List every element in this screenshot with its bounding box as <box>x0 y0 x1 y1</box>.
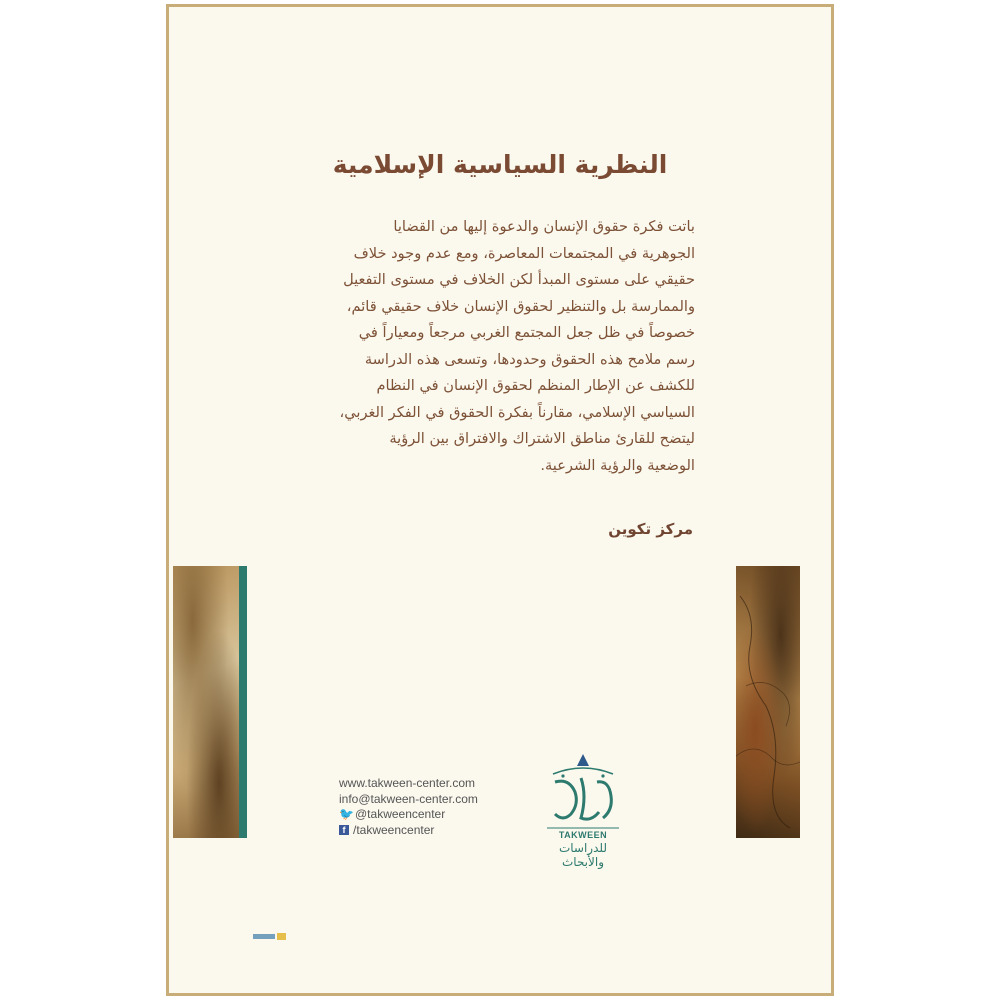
publisher-signature: مركز تكوين <box>608 520 693 538</box>
description-line: الجوهرية في المجتمعات المعاصرة، ومع عدم وجود خلاف <box>353 244 695 262</box>
email-text: info@takween-center.com <box>339 791 478 806</box>
map-image-left <box>173 566 239 838</box>
description-line: باتت فكرة حقوق الإنسان والدعوة إليها من القضايا <box>393 218 695 235</box>
takween-logo-icon <box>541 752 625 832</box>
description-line: حقيقي على مستوى المبدأ لكن الخلاف في مستوى التفعيل <box>343 271 695 288</box>
map-lines-icon <box>736 566 800 838</box>
description-line: رسم ملامح هذه الحقوق وحدودها، وتسعى هذه الدراسة <box>364 350 695 368</box>
takween-logo <box>541 752 625 870</box>
description-line: الوضعية والرؤية الشرعية. <box>540 456 695 474</box>
description-line: ليتضح للقارئ مناطق الاشتراك والافتراق بين الرؤية <box>389 430 695 447</box>
description-line: السياسي الإسلامي، مقارناً بفكرة الحقوق في الفكر الغربي، <box>339 403 695 421</box>
small-label-icon <box>253 932 287 941</box>
email-link[interactable] <box>339 792 478 808</box>
twitter-icon: 🐦 <box>339 807 354 821</box>
twitter-handle: @takweencenter <box>355 807 446 821</box>
website-link[interactable] <box>339 776 478 792</box>
twitter-link[interactable] <box>339 807 478 823</box>
logo-latin-text: TAKWEEN <box>558 830 608 840</box>
facebook-link[interactable] <box>339 823 478 839</box>
website-text: www.takween-center.com <box>339 776 476 790</box>
contact-info <box>339 776 478 838</box>
facebook-icon: f <box>339 825 349 835</box>
teal-accent-strip <box>239 566 247 838</box>
book-back-cover <box>166 4 834 996</box>
logo-arabic-text: للدراسات والأبحاث <box>558 841 608 869</box>
description-line: خصوصاً في ظل جعل المجتمع الغربي مرجعاً ومعياراً في <box>358 324 695 341</box>
description-line: والممارسة بل والتنظير لحقوق الإنسان خلاف حقيقي قائم، <box>346 297 695 315</box>
description-line: للكشف عن الإطار المنظم لحقوق الإنسان في النظام <box>376 377 695 394</box>
book-title: النظرية السياسية الإسلامية <box>332 150 668 179</box>
book-description <box>307 214 695 479</box>
facebook-handle: /takweencenter <box>353 822 435 837</box>
map-image-right <box>736 566 800 838</box>
